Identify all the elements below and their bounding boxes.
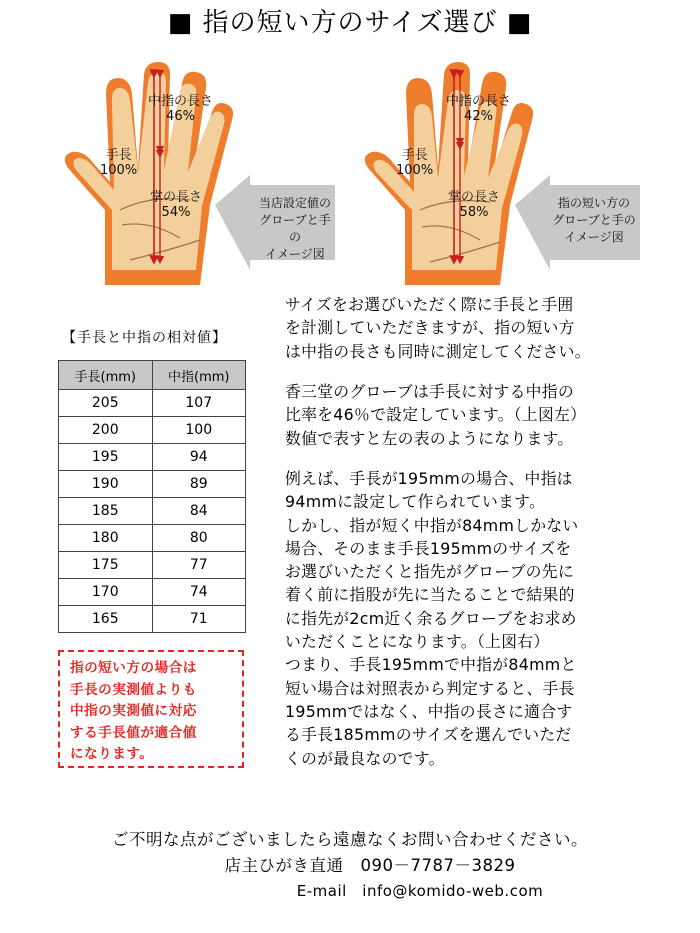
hand-comparison-illustration [50, 60, 650, 290]
cell-hand: 180 [59, 525, 153, 552]
paragraph-line: くのが最良なのです。 [285, 748, 445, 768]
right-hand-pct: 100% [396, 163, 434, 178]
size-table [58, 360, 246, 633]
right-hand-text: 手長 [401, 148, 428, 163]
paragraph-line: 195mmではなく、中指の長さに適合す [285, 701, 573, 721]
warning-note [58, 650, 244, 768]
paragraph-line: 着く前に指股が先に当たることで結果的 [285, 585, 575, 605]
right-arrow-line: 指の短い方の [557, 196, 630, 210]
paragraph-ratio [285, 380, 685, 450]
right-middle-finger-pct: 42% [464, 109, 493, 124]
cell-finger: 107 [152, 390, 246, 417]
note-line: する手長値が適合値 [70, 724, 197, 741]
paragraph-line: 比率を46％で設定しています。（上図左） [285, 405, 587, 425]
left-palm-pct: 54% [161, 205, 191, 220]
table-row [59, 606, 246, 633]
table-row [59, 390, 246, 417]
right-middle-finger-label [446, 94, 511, 124]
left-arrow-line: グローブと手の [259, 213, 331, 244]
paragraph-line: る手長185mmのサイズを選んでいただ [285, 725, 572, 745]
left-hand-text: 手長 [105, 148, 132, 163]
cell-finger: 100 [152, 417, 246, 444]
paragraph-line: いただくことになります。（上図右） [285, 632, 550, 652]
cell-hand: 175 [59, 552, 153, 579]
table-row [59, 444, 246, 471]
cell-hand: 195 [59, 444, 153, 471]
table-row [59, 417, 246, 444]
note-line: 手長の実測値よりも [70, 681, 197, 698]
paragraph-line: 94mmに設定して作られています。 [285, 492, 546, 512]
right-arrow-caption [552, 195, 636, 246]
cell-finger: 94 [152, 444, 246, 471]
cell-finger: 71 [152, 606, 246, 633]
paragraph-line: 数値で表すと左の表のようになります。 [285, 428, 574, 448]
cell-hand: 165 [59, 606, 153, 633]
table-row [59, 471, 246, 498]
note-line: 中指の実測値に対応 [70, 703, 197, 719]
right-middle-finger-text: 中指の長さ [446, 94, 512, 109]
table-row [59, 579, 246, 606]
cell-hand: 170 [59, 579, 153, 606]
right-palm-length-label [448, 190, 500, 220]
paragraph-line: しかし、指が短く中指が84mmしかない [285, 515, 579, 535]
table-row [59, 552, 246, 579]
paragraph-line: を計測していただきますが、指の短い方 [285, 318, 575, 338]
page-title: ■ 指の短い方のサイズ選び ■ [167, 8, 533, 38]
table-row [59, 525, 246, 552]
cell-hand: 190 [59, 471, 153, 498]
header-middle-finger: 中指(mm) [152, 361, 246, 390]
left-middle-finger-text: 中指の長さ [148, 94, 214, 109]
note-line: になります。 [70, 746, 154, 762]
paragraph-measure [285, 293, 685, 363]
left-palm-text: 掌の長さ [150, 190, 203, 205]
left-hand-pct: 100% [100, 163, 138, 178]
left-arrow-line: 当店設定値の [258, 196, 331, 210]
header-hand-length: 手長(mm) [59, 361, 153, 390]
paragraph-line: に指先が2cm近く余るグローブをお求め [285, 608, 577, 628]
cell-finger: 89 [152, 471, 246, 498]
left-middle-finger-label [148, 94, 213, 124]
cell-finger: 77 [152, 552, 246, 579]
right-palm-pct: 58% [459, 205, 489, 220]
paragraph-example [285, 467, 685, 770]
cell-hand: 200 [59, 417, 153, 444]
left-arrow-line: イメージ図 [265, 247, 325, 261]
contact-email[interactable]: E-mail info@komido-web.com [296, 882, 544, 900]
paragraph-line: 短い場合は対照表から判定すると、手長 [285, 678, 575, 698]
left-arrow-caption [256, 195, 334, 263]
paragraph-line: 香三堂のグローブは手長に対する中指の [285, 382, 574, 401]
paragraph-line: 例えば、手長が195mmの場合、中指は [285, 469, 573, 488]
left-middle-finger-pct: 46% [166, 109, 195, 124]
paragraph-line: 場合、そのまま手長195mmのサイズを [285, 538, 572, 558]
contact-message: ご不明な点がございましたら遠慮なくお問い合わせください。 [112, 830, 588, 849]
right-hand-length-label [396, 148, 433, 178]
contact-phone: 店主ひがき直通 090－7787－3829 [224, 856, 516, 875]
table-header-row [59, 361, 246, 390]
left-palm-length-label [150, 190, 202, 220]
table-row [59, 498, 246, 525]
cell-finger: 80 [152, 525, 246, 552]
cell-hand: 185 [59, 498, 153, 525]
left-hand-length-label [100, 148, 137, 178]
table-title: 【手長と中指の相対値】 [62, 330, 227, 346]
cell-finger: 74 [152, 579, 246, 606]
cell-hand: 205 [59, 390, 153, 417]
paragraph-line: は中指の長さも同時に測定してください。 [285, 341, 591, 361]
cell-finger: 84 [152, 498, 246, 525]
right-arrow-line: グローブと手の [552, 213, 636, 227]
right-arrow-line: イメージ図 [564, 230, 624, 244]
note-line: 指の短い方の場合は [70, 660, 197, 676]
paragraph-line: お選びいただくと指先がグローブの先に [285, 562, 574, 582]
paragraph-line: サイズをお選びいただく際に手長と手囲 [285, 295, 574, 314]
right-palm-text: 掌の長さ [448, 190, 501, 205]
paragraph-line: つまり、手長195mmで中指が84mmと [285, 655, 577, 675]
